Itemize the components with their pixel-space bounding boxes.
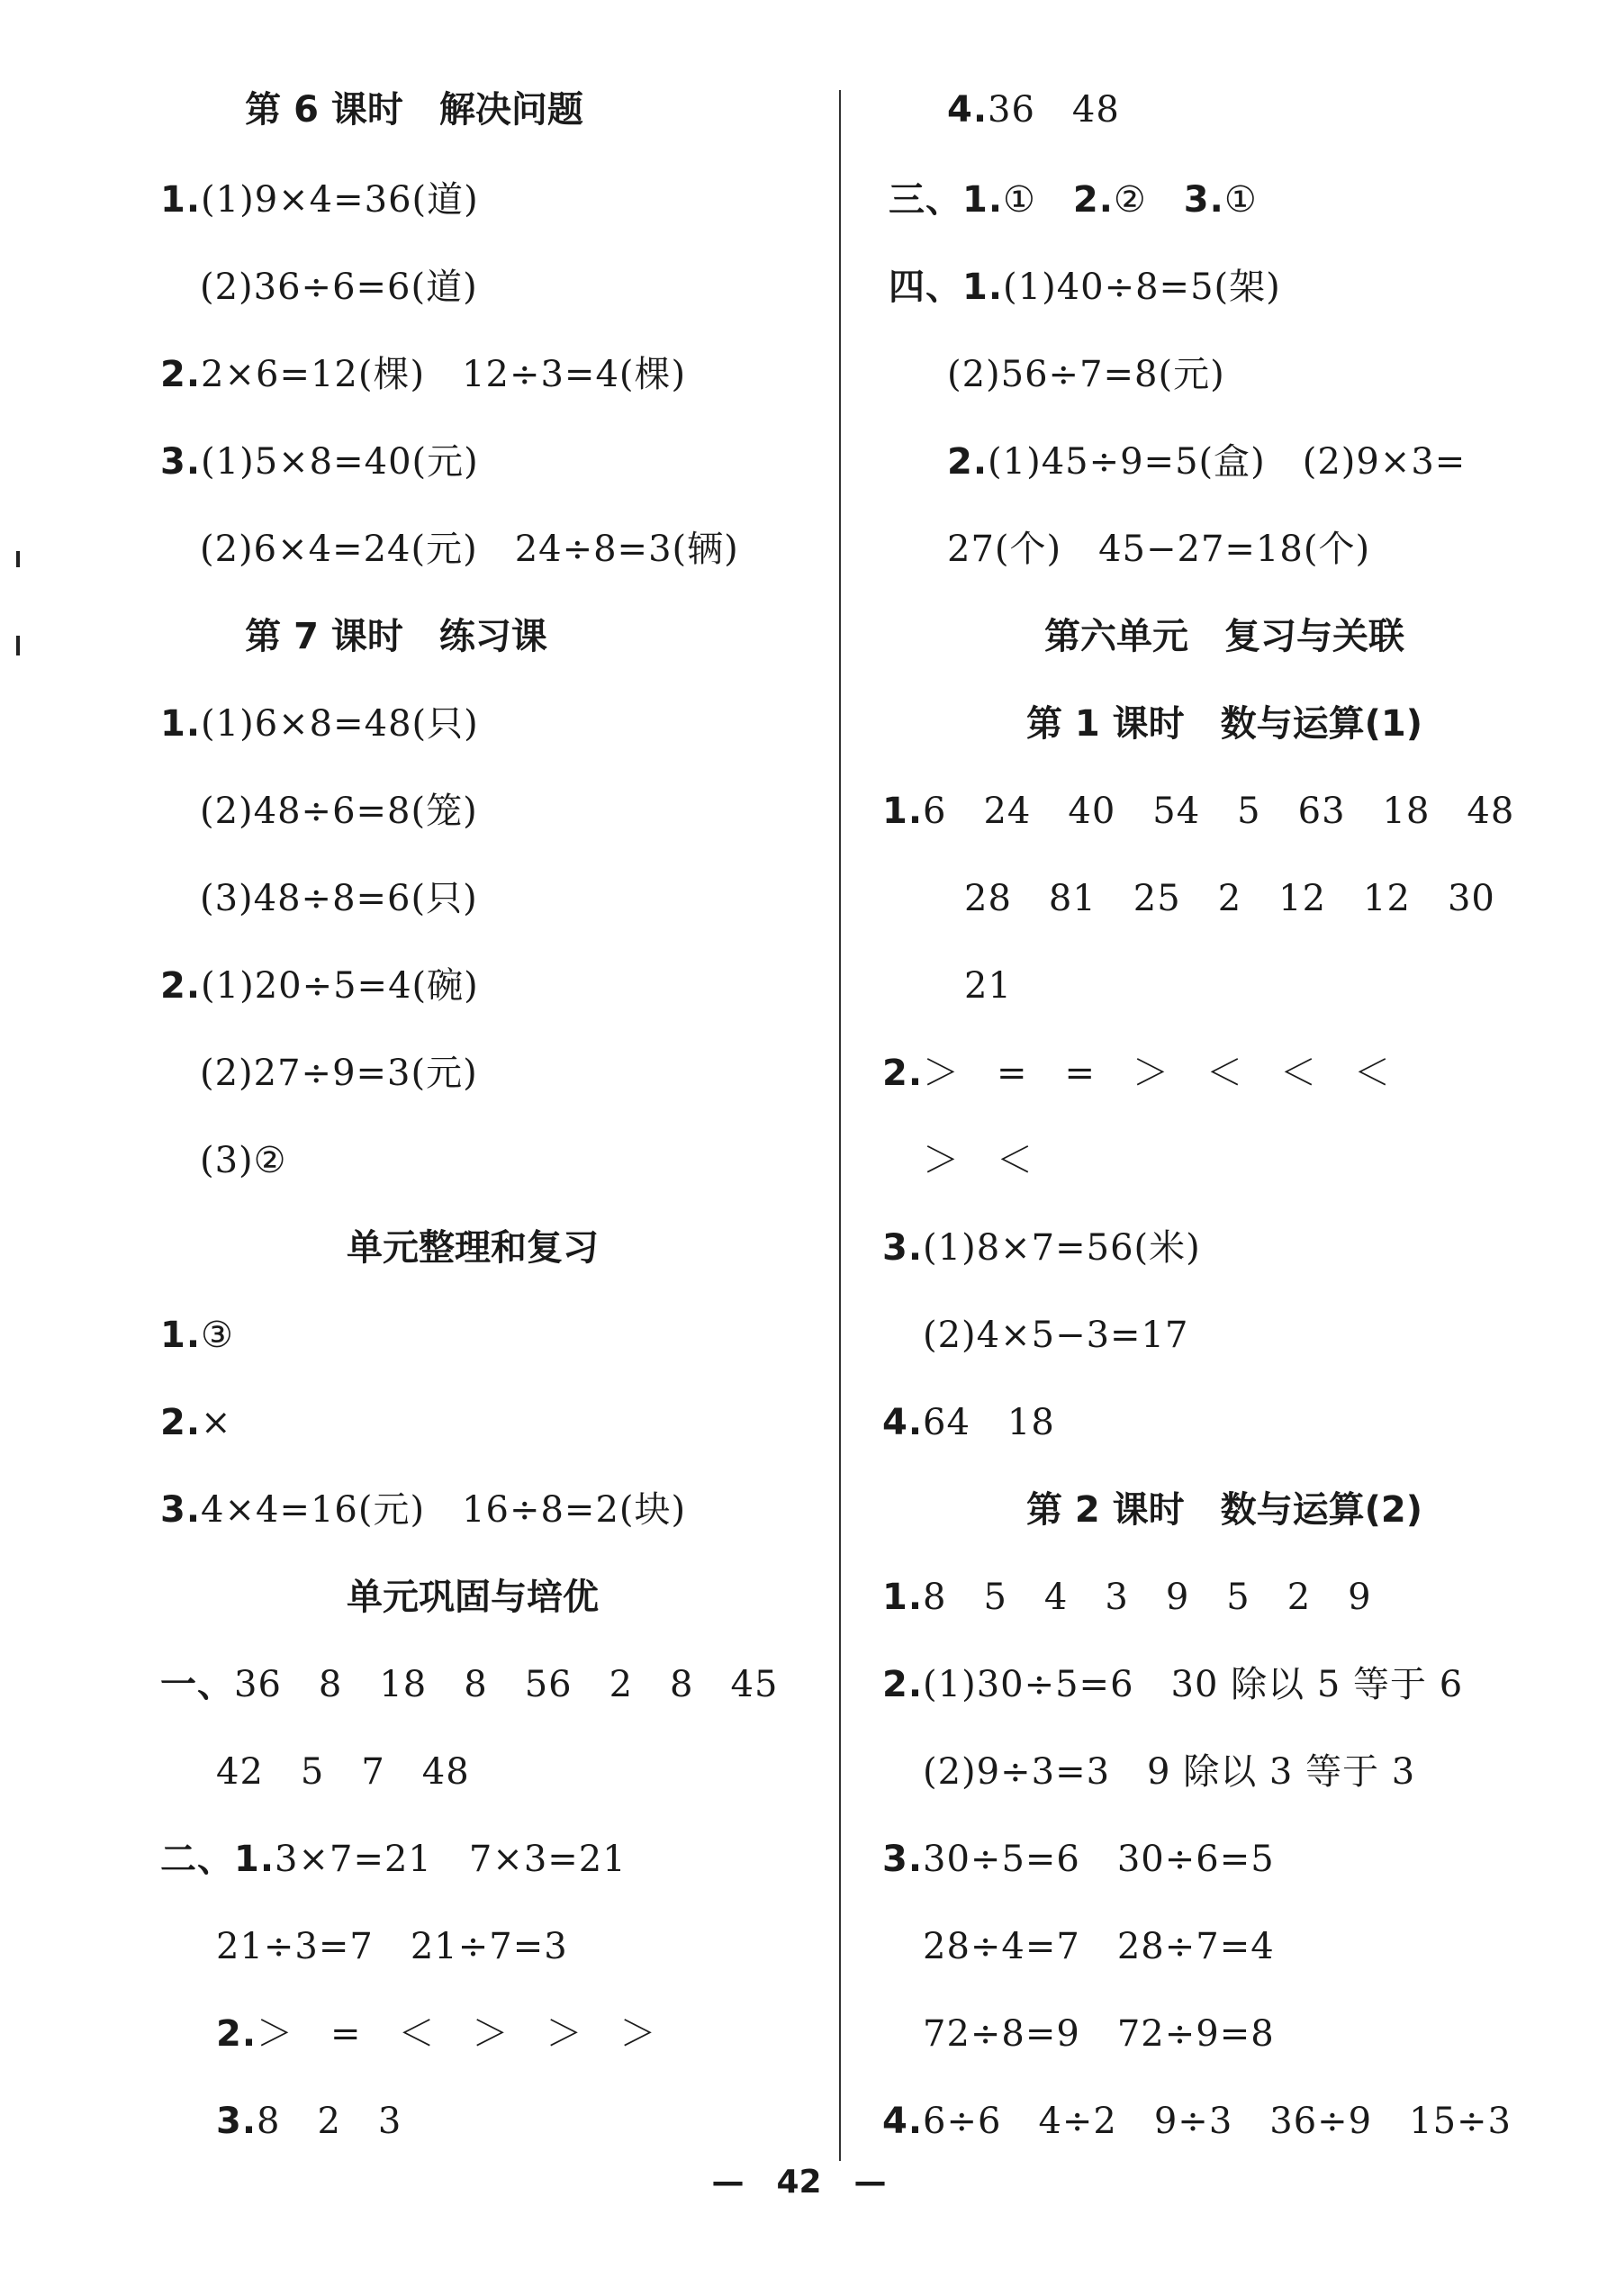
answer-line: 四、1.(1)40÷8=5(架) <box>889 267 1281 308</box>
answer-line: 4.36 48 <box>947 89 1120 131</box>
page-number: — 42 — <box>711 2164 887 2201</box>
answer-line: 21÷3=7 21÷7=3 <box>216 1926 568 1967</box>
answer-line: 2.＞ = = ＞ ＜ ＜ ＜ <box>882 1053 1392 1094</box>
scan-mark <box>16 636 20 655</box>
answer-line: 1.8 5 4 3 9 5 2 9 <box>882 1577 1372 1618</box>
answer-line: 1.(1)6×8=48(只) <box>160 703 479 745</box>
answer-line: 1.6 24 40 54 5 63 18 48 <box>882 791 1515 832</box>
answer-line: 27(个) 45−27=18(个) <box>947 529 1371 570</box>
answer-line: 一、36 8 18 8 56 2 8 45 <box>160 1664 779 1705</box>
unit-6-lesson-1-heading: 第 1 课时 数与运算(1) <box>1025 703 1423 745</box>
unit-6-heading: 第六单元 复习与关联 <box>1044 616 1404 657</box>
answer-line: 1.(1)9×4=36(道) <box>160 179 479 221</box>
answer-line: (2)4×5−3=17 <box>923 1315 1189 1356</box>
scan-mark <box>16 551 20 567</box>
answer-line: 2.(1)30÷5=6 30 除以 5 等于 6 <box>882 1664 1464 1705</box>
answer-line: 3.(1)5×8=40(元) <box>160 441 479 483</box>
answer-line: 28÷4=7 28÷7=4 <box>923 1926 1275 1967</box>
answer-line: 42 5 7 48 <box>216 1751 470 1793</box>
answer-line: (3)48÷8=6(只) <box>200 878 478 919</box>
answer-line: 3.4×4=16(元) 16÷8=2(块) <box>160 1489 687 1531</box>
answer-line: 二、1.3×7=21 7×3=21 <box>160 1839 627 1880</box>
answer-line: 3.30÷5=6 30÷6=5 <box>882 1839 1275 1880</box>
answer-line: 2.2×6=12(棵) 12÷3=4(棵) <box>160 354 687 395</box>
column-divider <box>839 90 841 2161</box>
answer-line: 21 <box>964 965 1012 1007</box>
answer-line: (2)56÷7=8(元) <box>947 354 1225 395</box>
answer-line: 2.(1)45÷9=5(盒) (2)9×3= <box>947 441 1467 483</box>
answer-line: 2.(1)20÷5=4(碗) <box>160 965 479 1007</box>
unit-6-lesson-2-heading: 第 2 课时 数与运算(2) <box>1025 1489 1423 1531</box>
answer-line: 3.8 2 3 <box>216 2101 402 2142</box>
unit-review-heading: 单元整理和复习 <box>347 1227 599 1269</box>
answer-line: 2.＞ = ＜ ＞ ＞ ＞ <box>216 2013 657 2055</box>
unit-consolidation-heading: 单元巩固与培优 <box>347 1577 599 1618</box>
answer-line: 3.(1)8×7=56(米) <box>882 1227 1201 1269</box>
answer-line: 4.6÷6 4÷2 9÷3 36÷9 15÷3 <box>882 2101 1512 2142</box>
answer-line: (2)36÷6=6(道) <box>200 267 478 308</box>
answer-line: (3)② <box>200 1140 287 1181</box>
answer-line: 4.64 18 <box>882 1402 1055 1443</box>
answer-line: (2)9÷3=3 9 除以 3 等于 3 <box>923 1751 1416 1793</box>
lesson-6-heading: 第 6 课时 解决问题 <box>245 89 583 131</box>
answer-line: 1.③ <box>160 1315 234 1356</box>
answer-line: (2)48÷6=8(笼) <box>200 791 478 832</box>
answer-line: 三、1.① 2.② 3.① <box>889 179 1258 221</box>
answer-line: 2.× <box>160 1402 232 1443</box>
answer-line: 72÷8=9 72÷9=8 <box>923 2013 1275 2055</box>
answer-line: 28 81 25 2 12 12 30 <box>964 878 1495 919</box>
answer-line: ＞ ＜ <box>923 1140 1034 1181</box>
lesson-7-heading: 第 7 课时 练习课 <box>245 616 547 657</box>
answer-line: (2)6×4=24(元) 24÷8=3(辆) <box>200 529 739 570</box>
answer-line: (2)27÷9=3(元) <box>200 1053 478 1094</box>
